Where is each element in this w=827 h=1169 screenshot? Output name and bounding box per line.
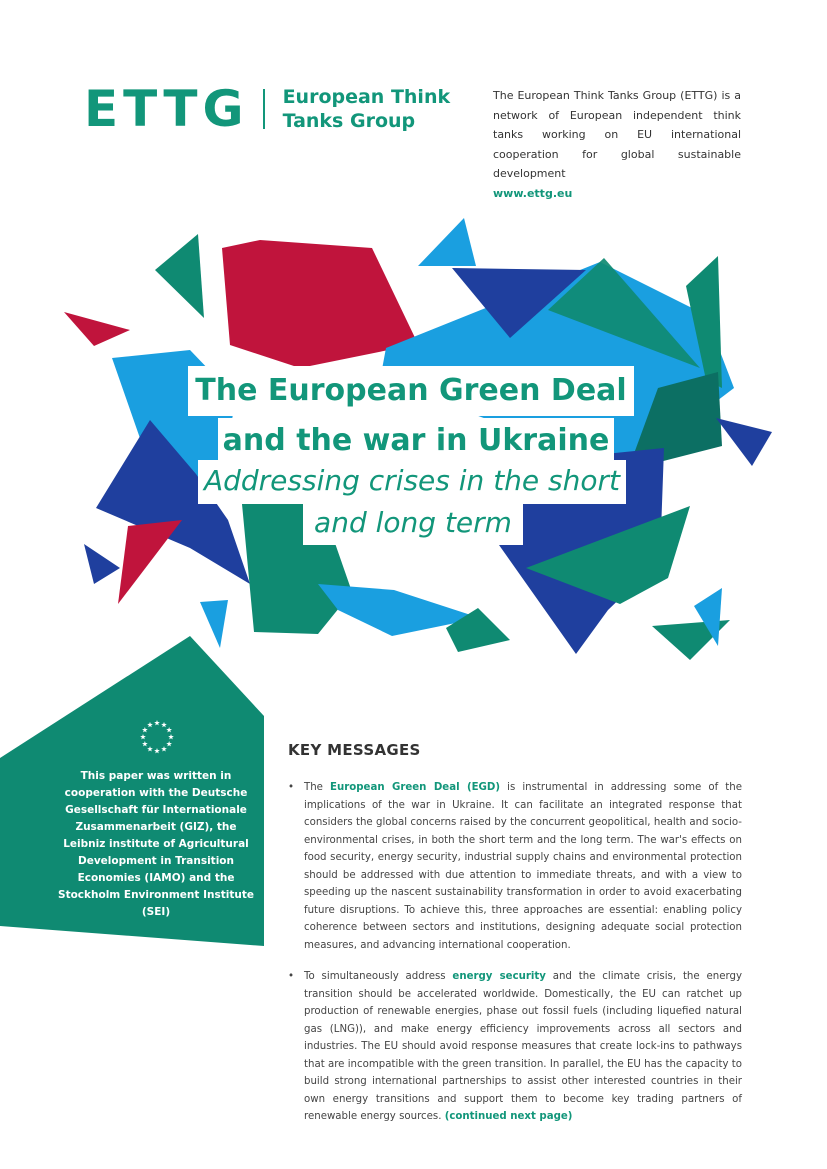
bullet-highlight: energy security: [452, 971, 546, 982]
eu-star: [154, 748, 160, 753]
eu-star: [168, 734, 174, 739]
eu-star: [161, 722, 167, 727]
report-title-line2: and the war in Ukraine: [218, 418, 614, 464]
website-link[interactable]: www.ettg.eu: [493, 186, 573, 200]
logo-name-line2: Tanks Group: [282, 110, 416, 132]
logo-acronym: ETTG: [84, 80, 249, 138]
intro-text: The European Think Tanks Group (ETTG) is a network of European independent think tanks working on EU international cooperation for global sustainable development: [493, 89, 741, 180]
eu-star: [166, 741, 172, 746]
report-subtitle-line2: and long term: [303, 503, 523, 545]
list-item: [288, 968, 742, 1126]
bullet-pre: The: [304, 782, 331, 793]
cooperation-text: This paper was written in cooperation with the Deutsche Gesellschaft für Internationale Zusammenarbeit (GIZ), the Leibniz institute of Agricultural Development in Transition Economies (IAMO) and the Stockholm Environment Institute (SEI): [58, 770, 254, 918]
eu-star: [140, 734, 146, 739]
key-messages-list: [288, 779, 742, 1140]
eu-star: [154, 720, 160, 725]
report-title-line1: The European Green Deal: [188, 366, 634, 416]
bullet-text: is instrumental in addressing some of the implications of the war in Ukraine. It can facilitate an integrated response that considers the global concerns raised by the concurrent geopolitical, health and socio-environmental crises, in both the short term and the long term. The war's effects on food security, energy security, industrial supply chains and environmental protection should be addressed with due attention to immediate threats, and with a view to speeding up the nascent sustainability transformation in order to avoid exacerbating future disruptions. To achieve this, three approaches are essential: enabling policy coherence between sectors and institutions, designing adequate social protection measures, and advancing international cooperation.: [304, 782, 743, 951]
key-messages-heading: KEY MESSAGES: [288, 741, 421, 759]
publication-date: July 2022: [375, 563, 455, 581]
eu-star: [166, 727, 172, 732]
bullet-dot: •: [288, 971, 295, 982]
eu-star: [147, 746, 153, 751]
continued-link[interactable]: (continued next page): [444, 1111, 573, 1122]
eu-stars-icon: [138, 718, 176, 756]
eu-star: [142, 727, 148, 732]
eu-star: [161, 746, 167, 751]
eu-star: [142, 741, 148, 746]
list-item: [288, 779, 742, 954]
report-subtitle-line1: Addressing crises in the short: [198, 460, 626, 504]
eu-star: [147, 722, 153, 727]
bullet-text: and the climate crisis, the energy transition should be accelerated worldwide. Domestically, the EU can ratchet up production of renewable energies, phase out fossil fuels (including liquefied natural gas (LNG)), and make energy efficiency improvements across all sectors and industries. The EU should avoid response measures that create lock-ins to pathways that are incompatible with the green transition. In parallel, the EU has the capacity to build strong international partnerships to assist other interested countries in their own energy transitions and support them to become key trading partners of renewable energy sources.: [304, 971, 742, 1122]
logo-name-line1: European Think: [282, 86, 451, 108]
bullet-pre: To simultaneously address: [304, 971, 453, 982]
bullet-highlight: European Green Deal (EGD): [330, 782, 501, 793]
bullet-dot: •: [288, 782, 295, 793]
